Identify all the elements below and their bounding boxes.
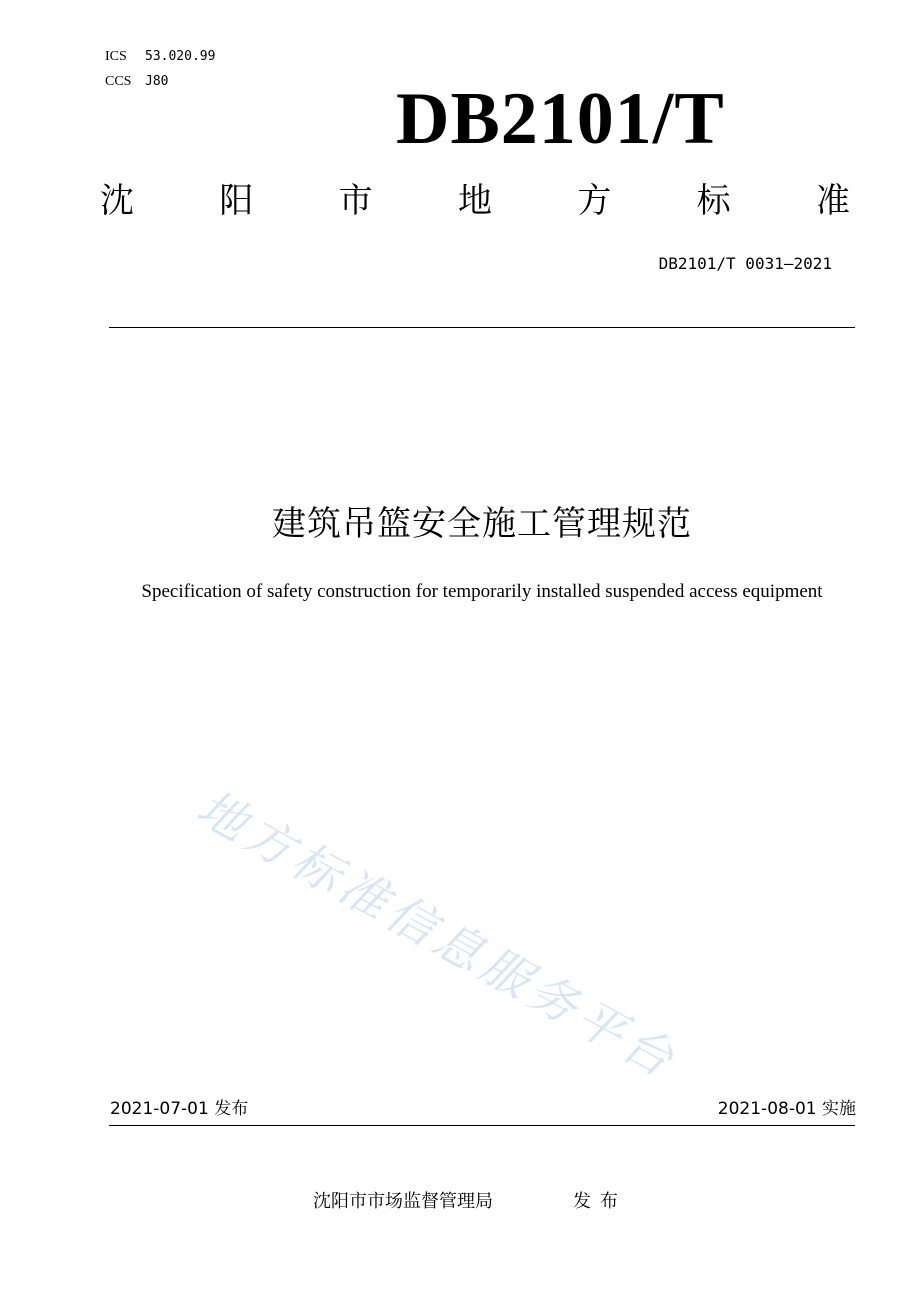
document-title-chinese: 建筑吊篮安全施工管理规范 [272,504,692,544]
issuing-authority: 沈阳市市场监督管理局 [313,1191,493,1212]
ics-row [105,44,215,69]
standard-type-char: 阳 [219,181,254,221]
implementation-date: 2021-08-01 实施 [717,1099,856,1119]
ccs-row [105,69,215,94]
standard-type-char: 标 [696,181,731,221]
ccs-label: CCS [105,74,132,89]
standard-type-char: 市 [338,181,373,221]
standard-type-char: 地 [457,181,492,221]
standard-type-char: 准 [815,181,850,221]
classification-block [105,44,215,94]
ccs-value: J80 [145,74,169,89]
ics-label: ICS [105,49,127,64]
standard-type-char: 沈 [100,181,134,221]
watermark-text: 地方标准信息服务平台 [187,779,687,1091]
document-title-english: Specification of safety construction for temporarily installed suspended access equipment [141,581,823,602]
standard-type-char: 方 [577,181,612,221]
standard-number: DB2101/T 0031—2021 [658,254,832,273]
ics-value: 53.020.99 [145,49,216,64]
bottom-divider [109,1125,855,1126]
top-divider [109,327,855,328]
standard-code-heading: DB2101/T [396,78,725,160]
issue-date: 2021-07-01 发布 [110,1099,249,1119]
issued-label: 发布 [573,1191,627,1212]
standard-type-heading [100,178,850,224]
